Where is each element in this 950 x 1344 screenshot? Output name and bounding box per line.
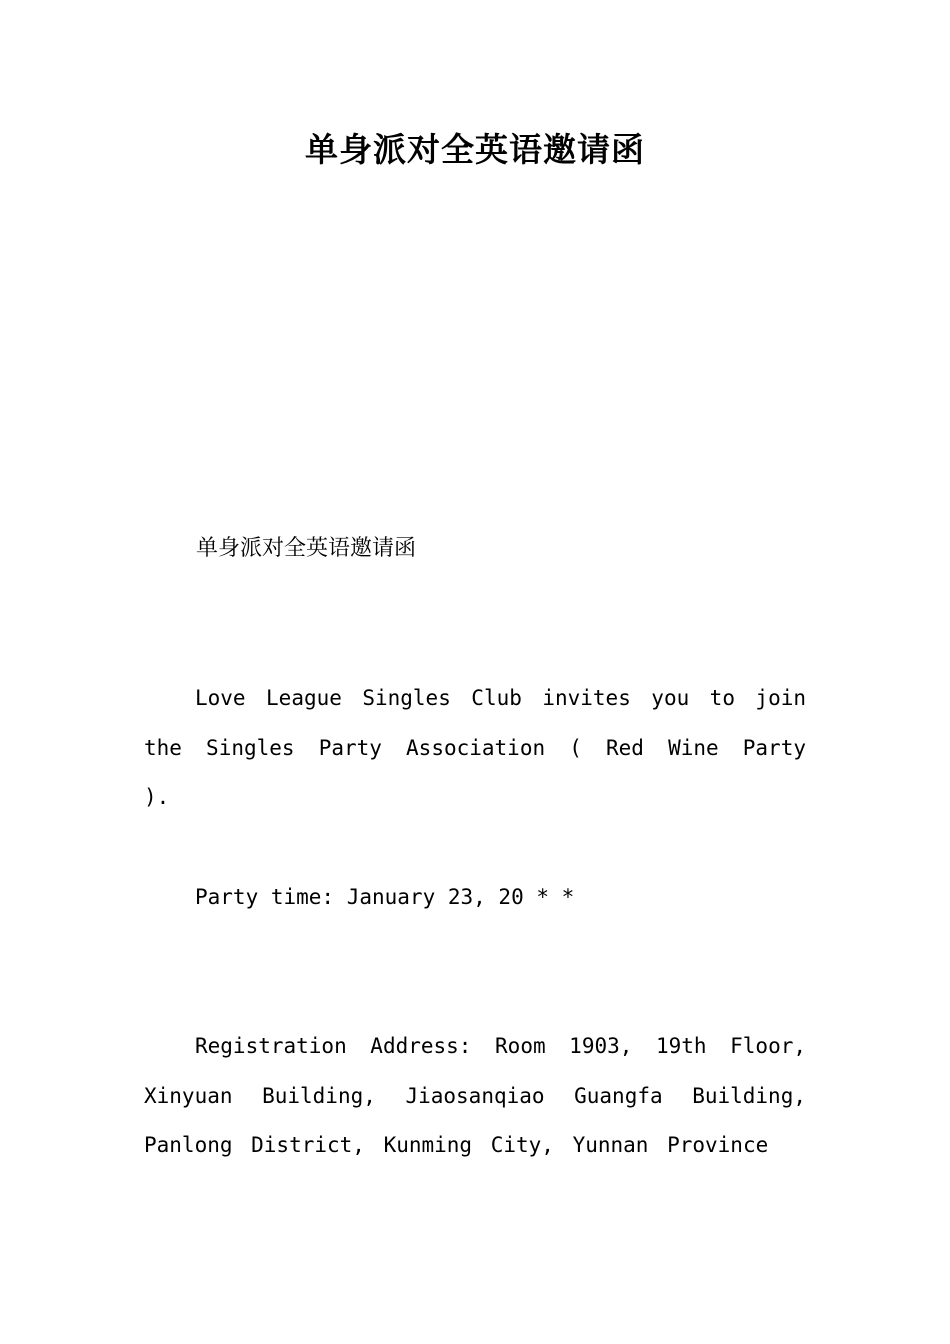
page-title: 单身派对全英语邀请函 (305, 130, 645, 169)
paragraph-invitation: Love League Singles Club invites you to join the Singles Party Association ( Red Wine Party ). (144, 686, 806, 810)
paragraph-party-time: Party time: January 23, 20 * * (195, 885, 575, 909)
paragraph-registration-address: Registration Address: Room 1903, 19th Floor, Xinyuan Building, Jiaosanqiao Guangfa Building, Panlong District, Kunming City, Yunnan Province (144, 1034, 806, 1158)
document-subtitle: 单身派对全英语邀请函 (196, 536, 417, 561)
